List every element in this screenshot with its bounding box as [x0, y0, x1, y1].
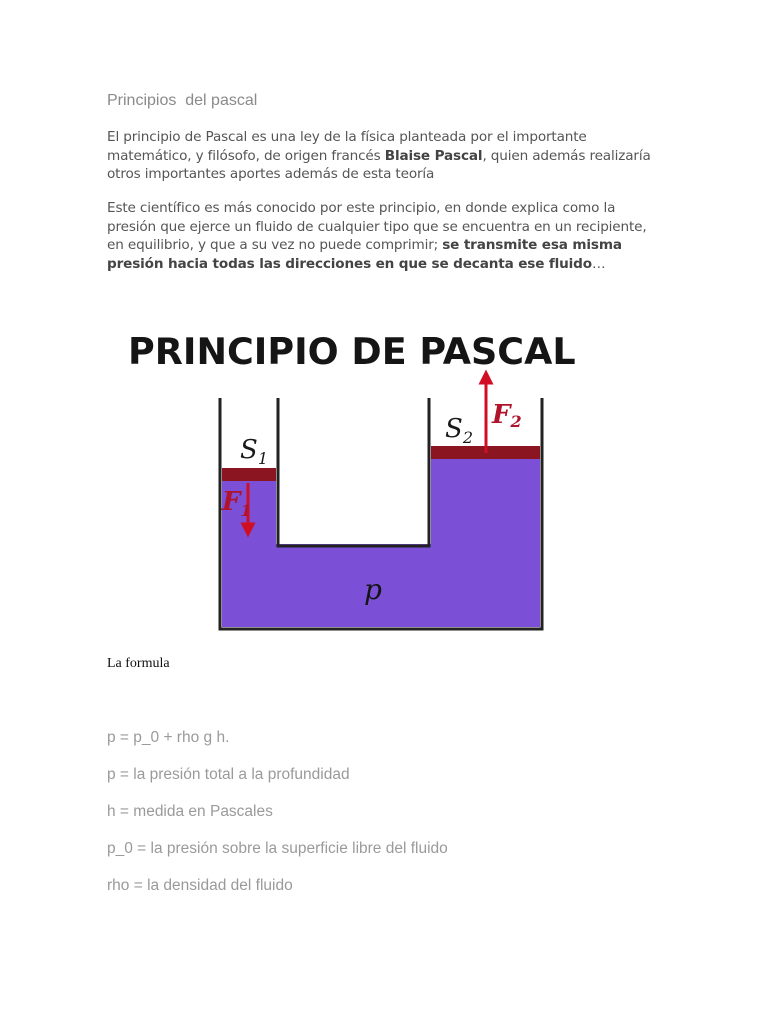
page-title: Principios del pascal [107, 92, 258, 109]
formula-definition-p0: p_0 = la presión sobre la superficie libre del fluido [107, 840, 448, 857]
label-s1: $S_1$ [240, 435, 268, 468]
intro-text-end: , quien además realizaría otros importantes aportes además de esta teoría [107, 147, 651, 182]
principle-ellipsis: … [591, 255, 606, 272]
principle-bold-statement: se transmite esa misma presión hacia todas las direcciones en que se decanta ese fluido [107, 237, 622, 272]
principle-text: Este científico es más conocido por este principio, en donde explica como la presión que ejerce un fluido de cualquier tipo que se encuentra en un recipiente, en equilibrio, y que a su vez no puede comprimir; [107, 200, 647, 253]
label-f2: F2 [492, 400, 522, 431]
piston-s1 [222, 468, 276, 481]
formula-definition-h: h = medida en Pascales [107, 803, 273, 820]
diagram-title: PRINCIPIO DE PASCAL [128, 330, 576, 373]
formula-line: p = p_0 + rho g h. [107, 729, 230, 746]
formula-heading: La formula [107, 656, 170, 671]
principle-paragraph [107, 199, 655, 273]
label-f1: $F_1$ [222, 487, 252, 520]
label-s2: $S_2$ [445, 414, 473, 447]
formula-definition-p: p = la presión total a la profundidad [107, 766, 350, 783]
intro-paragraph [107, 128, 655, 184]
intro-text: El principio de Pascal es una ley de la física planteada por el importante matemático, y filósofo, de origen francés [107, 129, 587, 164]
intro-bold-name: Blaise Pascal [384, 147, 483, 164]
formula-definition-rho: rho = la densidad del fluido [107, 877, 293, 894]
label-pressure: p [364, 573, 382, 606]
pascal-diagram [108, 293, 660, 636]
